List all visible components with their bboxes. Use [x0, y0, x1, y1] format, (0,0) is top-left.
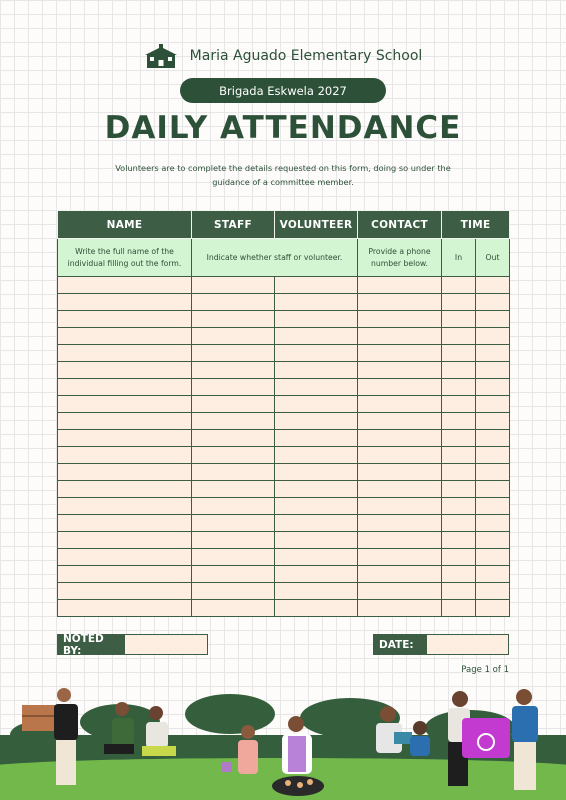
cell-in[interactable] [442, 515, 476, 532]
table-row [58, 396, 510, 413]
table-row [58, 532, 510, 549]
school-name: Maria Aguado Elementary School [189, 48, 423, 64]
cell-name[interactable] [58, 379, 192, 396]
table-row [58, 515, 510, 532]
cell-in[interactable] [442, 532, 476, 549]
cell-in[interactable] [442, 379, 476, 396]
cell-staff[interactable] [192, 481, 275, 498]
cell-name[interactable] [58, 396, 192, 413]
cell-staff[interactable] [192, 566, 275, 583]
cell-staff[interactable] [192, 583, 275, 600]
table-row [58, 328, 510, 345]
cell-in[interactable] [442, 583, 476, 600]
header-contact: CONTACT [358, 211, 442, 239]
cell-contact[interactable] [358, 277, 442, 294]
cell-volunteer[interactable] [275, 396, 358, 413]
cell-out[interactable] [476, 294, 510, 311]
instruction-in: In [442, 239, 476, 277]
table-row [58, 430, 510, 447]
noted-by-field [57, 634, 208, 655]
cell-name[interactable] [58, 583, 192, 600]
cell-volunteer[interactable] [275, 481, 358, 498]
cell-contact[interactable] [358, 345, 442, 362]
cell-in[interactable] [442, 498, 476, 515]
cell-name[interactable] [58, 294, 192, 311]
cell-contact[interactable] [358, 379, 442, 396]
cell-contact[interactable] [358, 481, 442, 498]
table-header-row [58, 211, 510, 239]
cell-name[interactable] [58, 311, 192, 328]
instructions-text: Volunteers are to complete the details requested on this form, doing so under the guidance of a committee member. [115, 163, 451, 187]
cell-name[interactable] [58, 328, 192, 345]
table-row [58, 566, 510, 583]
cell-volunteer[interactable] [275, 447, 358, 464]
header-time: TIME [442, 211, 510, 239]
cell-out[interactable] [476, 583, 510, 600]
cell-name[interactable] [58, 430, 192, 447]
cell-name[interactable] [58, 498, 192, 515]
event-pill: Brigada Eskwela 2027 [180, 78, 386, 103]
cell-contact[interactable] [358, 600, 442, 617]
cell-contact[interactable] [358, 447, 442, 464]
cell-contact[interactable] [358, 294, 442, 311]
cell-contact[interactable] [358, 549, 442, 566]
table-row [58, 379, 510, 396]
cell-volunteer[interactable] [275, 498, 358, 515]
cell-staff[interactable] [192, 498, 275, 515]
cell-staff[interactable] [192, 413, 275, 430]
cell-in[interactable] [442, 277, 476, 294]
cell-contact[interactable] [358, 498, 442, 515]
cell-out[interactable] [476, 430, 510, 447]
cell-volunteer[interactable] [275, 379, 358, 396]
cell-out[interactable] [476, 549, 510, 566]
cell-out[interactable] [476, 447, 510, 464]
attendance-table [57, 210, 510, 617]
school-header [0, 42, 566, 70]
date-label: DATE: [373, 634, 426, 655]
noted-by-input[interactable] [124, 634, 208, 655]
instruction-name: Write the full name of the individual filling out the form. [58, 239, 192, 277]
cell-contact[interactable] [358, 515, 442, 532]
cell-volunteer[interactable] [275, 328, 358, 345]
cell-name[interactable] [58, 413, 192, 430]
cell-staff[interactable] [192, 600, 275, 617]
cell-name[interactable] [58, 600, 192, 617]
cell-in[interactable] [442, 600, 476, 617]
table-row [58, 498, 510, 515]
instruction-row [58, 239, 510, 277]
cell-volunteer[interactable] [275, 413, 358, 430]
cell-out[interactable] [476, 345, 510, 362]
cell-volunteer[interactable] [275, 294, 358, 311]
table-row [58, 447, 510, 464]
cell-in[interactable] [442, 566, 476, 583]
table-row [58, 362, 510, 379]
cell-contact[interactable] [358, 464, 442, 481]
cell-name[interactable] [58, 549, 192, 566]
cell-out[interactable] [476, 379, 510, 396]
cell-in[interactable] [442, 447, 476, 464]
cell-out[interactable] [476, 396, 510, 413]
cell-staff[interactable] [192, 328, 275, 345]
volunteers-cleaning-park-illustration [0, 680, 566, 800]
cell-out[interactable] [476, 481, 510, 498]
cell-out[interactable] [476, 362, 510, 379]
cell-out[interactable] [476, 498, 510, 515]
cell-in[interactable] [442, 430, 476, 447]
cell-staff[interactable] [192, 396, 275, 413]
cell-in[interactable] [442, 396, 476, 413]
table-row [58, 294, 510, 311]
cell-volunteer[interactable] [275, 430, 358, 447]
cell-volunteer[interactable] [275, 583, 358, 600]
cell-name[interactable] [58, 515, 192, 532]
cell-staff[interactable] [192, 464, 275, 481]
cell-contact[interactable] [358, 430, 442, 447]
cell-out[interactable] [476, 311, 510, 328]
cell-in[interactable] [442, 481, 476, 498]
cell-in[interactable] [442, 362, 476, 379]
cell-volunteer[interactable] [275, 345, 358, 362]
cell-name[interactable] [58, 464, 192, 481]
instruction-contact: Provide a phone number below. [358, 239, 442, 277]
cell-name[interactable] [58, 532, 192, 549]
cell-staff[interactable] [192, 379, 275, 396]
cell-in[interactable] [442, 413, 476, 430]
cell-volunteer[interactable] [275, 549, 358, 566]
cell-name[interactable] [58, 481, 192, 498]
cell-name[interactable] [58, 566, 192, 583]
cell-in[interactable] [442, 311, 476, 328]
table-row [58, 549, 510, 566]
cell-out[interactable] [476, 600, 510, 617]
cell-contact[interactable] [358, 328, 442, 345]
cell-contact[interactable] [358, 396, 442, 413]
cell-volunteer[interactable] [275, 362, 358, 379]
page-number: Page 1 of 1 [461, 665, 509, 675]
cell-volunteer[interactable] [275, 464, 358, 481]
cell-staff[interactable] [192, 311, 275, 328]
cell-name[interactable] [58, 447, 192, 464]
cell-out[interactable] [476, 566, 510, 583]
cell-in[interactable] [442, 549, 476, 566]
header-volunteer: VOLUNTEER [275, 211, 358, 239]
cell-staff[interactable] [192, 447, 275, 464]
page-title: DAILY ATTENDANCE [104, 110, 462, 146]
cell-volunteer[interactable] [275, 311, 358, 328]
cell-name[interactable] [58, 362, 192, 379]
date-input[interactable] [426, 634, 509, 655]
cell-name[interactable] [58, 345, 192, 362]
cell-contact[interactable] [358, 532, 442, 549]
cell-out[interactable] [476, 277, 510, 294]
cell-staff[interactable] [192, 549, 275, 566]
school-building-icon [144, 44, 178, 68]
cell-volunteer[interactable] [275, 566, 358, 583]
table-row [58, 345, 510, 362]
table-row [58, 600, 510, 617]
table-row [58, 464, 510, 481]
instruction-out: Out [476, 239, 510, 277]
cell-in[interactable] [442, 294, 476, 311]
cell-volunteer[interactable] [275, 515, 358, 532]
header-name: NAME [58, 211, 192, 239]
cell-in[interactable] [442, 328, 476, 345]
cell-volunteer[interactable] [275, 600, 358, 617]
cell-contact[interactable] [358, 566, 442, 583]
cell-volunteer[interactable] [275, 277, 358, 294]
cell-staff[interactable] [192, 430, 275, 447]
date-field [373, 634, 509, 655]
instruction-role: Indicate whether staff or volunteer. [192, 239, 358, 277]
cell-out[interactable] [476, 464, 510, 481]
table-row [58, 277, 510, 294]
table-row [58, 311, 510, 328]
cell-in[interactable] [442, 345, 476, 362]
cell-contact[interactable] [358, 413, 442, 430]
cell-staff[interactable] [192, 345, 275, 362]
cell-out[interactable] [476, 328, 510, 345]
table-row [58, 413, 510, 430]
table-row [58, 481, 510, 498]
cell-staff[interactable] [192, 277, 275, 294]
cell-name[interactable] [58, 277, 192, 294]
table-row [58, 583, 510, 600]
cell-out[interactable] [476, 413, 510, 430]
cell-staff[interactable] [192, 515, 275, 532]
cell-staff[interactable] [192, 362, 275, 379]
header-staff: STAFF [192, 211, 275, 239]
cell-staff[interactable] [192, 294, 275, 311]
cell-volunteer[interactable] [275, 532, 358, 549]
cell-contact[interactable] [358, 583, 442, 600]
cell-in[interactable] [442, 464, 476, 481]
noted-by-label: NOTED BY: [57, 634, 124, 655]
cell-contact[interactable] [358, 311, 442, 328]
cell-contact[interactable] [358, 362, 442, 379]
cell-out[interactable] [476, 515, 510, 532]
cell-staff[interactable] [192, 532, 275, 549]
cell-out[interactable] [476, 532, 510, 549]
